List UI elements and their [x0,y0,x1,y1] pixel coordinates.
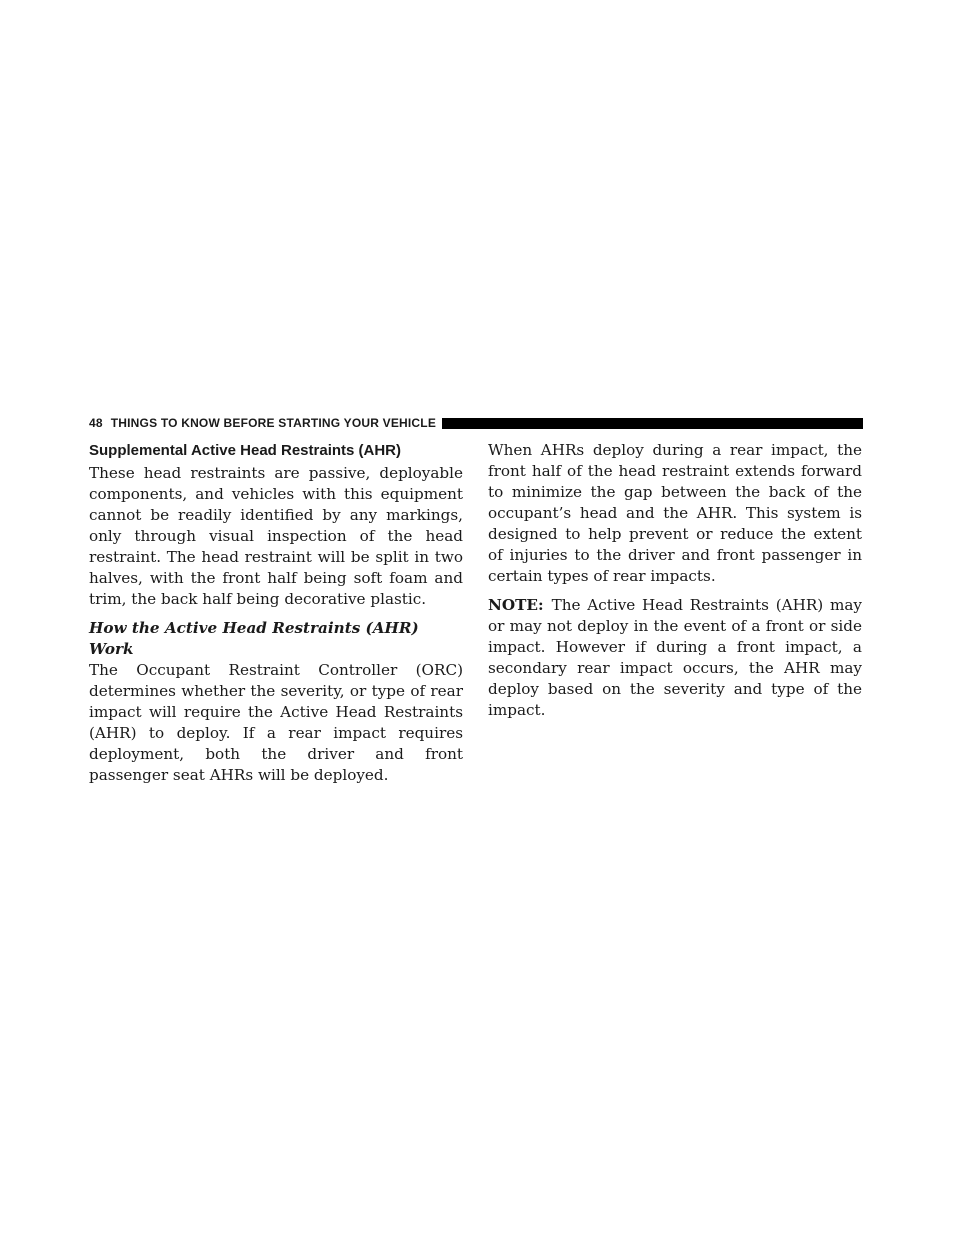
page-header [89,416,863,430]
paragraph-ahr-rear-impact: When AHRs deploy during a rear impact, the front half of the head restraint extends forward to minimize the gap between the back of the occupant’s head and the AHR. This system is designed to help prevent or reduce the extent of injuries to the driver and front passenger in certain types of rear impacts. [488,441,862,585]
note-paragraph [488,595,862,721]
paragraph-ahr-description: These head restraints are passive, deployable components, and vehicles with this equipment cannot be readily identified by any markings, only through visual inspection of the head restraint. The head restraint will be split in two halves, with the front half being soft foam and trim, the back half being decorative plastic. [89,464,463,608]
note-label: NOTE: [488,596,544,614]
paragraph-orc-deployment: The Occupant Restraint Controller (ORC) determines whether the severity, or type of rear impact will require the Active Head Restraints (AHR) to deploy. If a rear impact requires deployment, both the driver and front passenger seat AHRs will be deployed. [89,661,463,784]
page-number: 48 [89,416,103,430]
subheading-how-ahr-work: How the Active Head Restraints (AHR) Work [89,619,419,658]
header-rule-bar [442,418,863,429]
note-text: The Active Head Restraints (AHR) may or may not deploy in the event of a front or side impact. However if during a front impact, a secondary rear impact occurs, the AHR may deploy based on the severity and type of the impact. [488,596,862,719]
left-column [89,440,463,794]
section-title: Supplemental Active Head Restraints (AHR) [89,442,402,459]
right-column [488,440,862,729]
running-head: THINGS TO KNOW BEFORE STARTING YOUR VEHICLE [110,416,437,430]
